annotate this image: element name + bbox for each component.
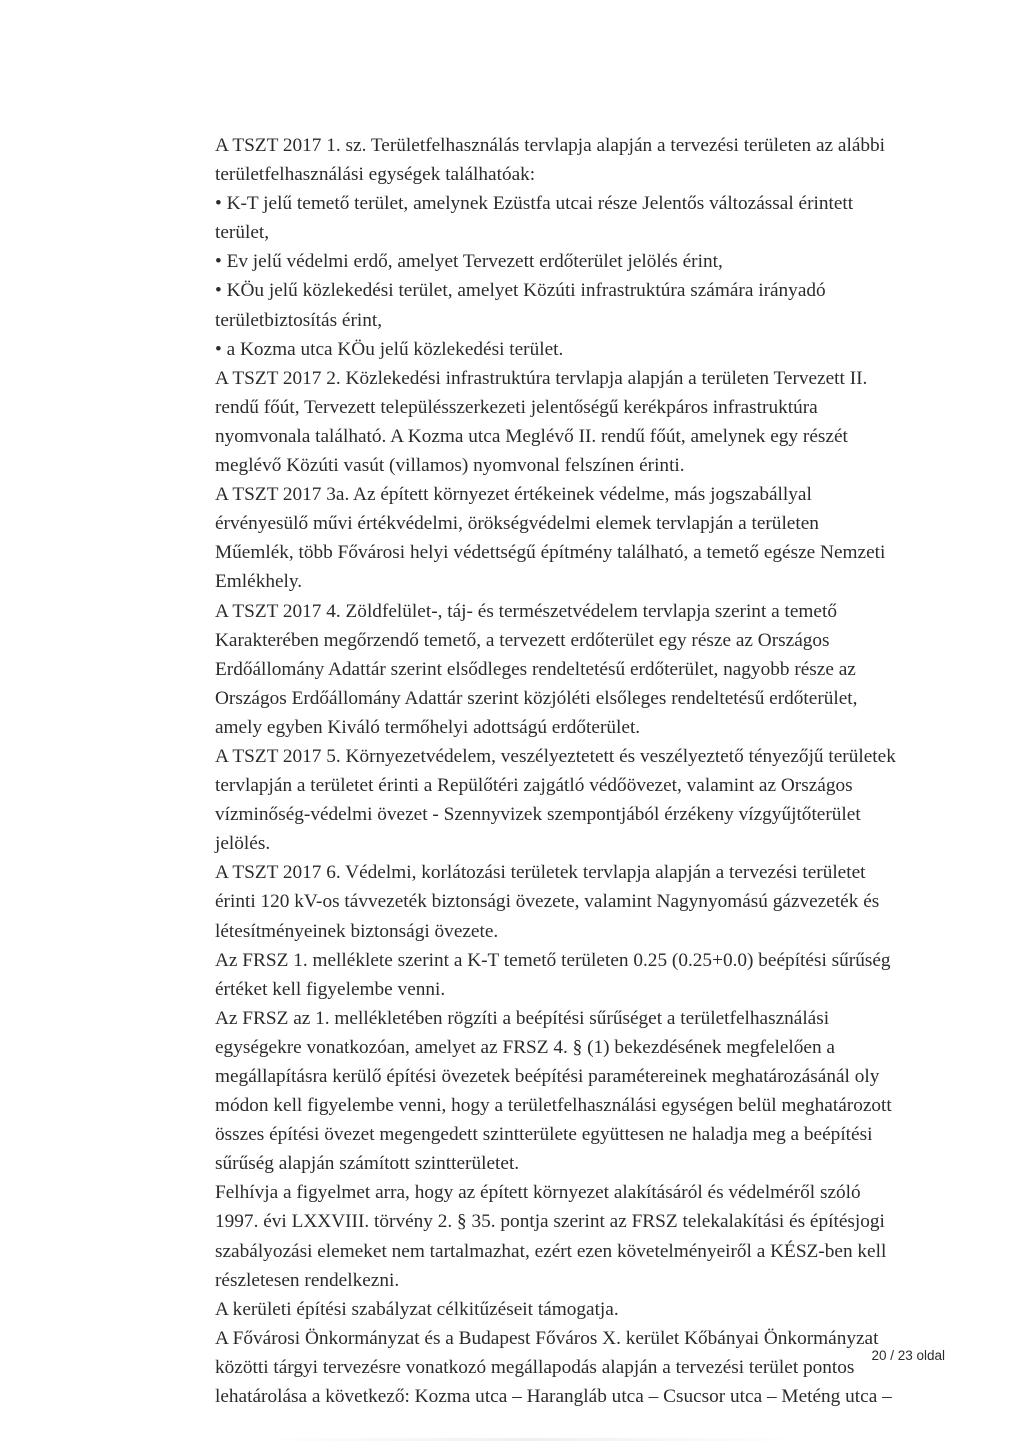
text-line: tervlapján a területet érinti a Repülőtéri zajgátló védőövezet, valamint az Országos: [215, 775, 853, 797]
text-line: sűrűség alapján számított szintterületet.: [215, 1153, 520, 1175]
text-line: érvényesülő művi értékvédelmi, örökségvédelmi elemek tervlapján a területen: [215, 513, 819, 535]
page-number: 20 / 23 oldal: [871, 1348, 945, 1363]
text-line: közötti tárgyi tervezésre vonatkozó megállapodás alapján a tervezési terület pontos: [215, 1356, 855, 1378]
text-line: A TSZT 2017 5. Környezetvédelem, veszélyeztetett és veszélyeztető tényezőjű területek: [215, 745, 896, 767]
text-line: megállapításra kerülő építési övezetek beépítési paramétereinek meghatározásánál oly: [215, 1066, 880, 1087]
text-line: 1997. évi LXXVIII. törvény 2. § 35. pontja szerint az FRSZ telekalakítási és építésjogi: [215, 1211, 885, 1233]
text-line: meglévő Közúti vasút (villamos) nyomvonal felszínen érinti.: [215, 455, 685, 477]
text-line: lehatárolása a következő: Kozma utca – Harangláb utca – Csucsor utca – Meténg utca –: [215, 1386, 892, 1408]
text-line: A TSZT 2017 1. sz. Területfelhasználás tervlapja alapján a tervezési területen az alábbi: [215, 135, 886, 156]
text-line: vízminőség-védelmi övezet - Szennyvizek szempontjából érzékeny vízgyűjtőterület: [215, 804, 861, 826]
text-line: • K-T jelű temető terület, amelynek Ezüstfa utcai része Jelentős változással érintett: [215, 193, 854, 215]
text-line: egységekre vonatkozóan, amelyet az FRSZ 4. § (1) bekezdésének megfelelően a: [215, 1036, 835, 1058]
body-text: [215, 131, 975, 1411]
text-line: területfelhasználási egységek találhatóak:: [215, 164, 536, 186]
text-line: A kerületi építési szabályzat célkitűzéseit támogatja.: [215, 1298, 619, 1320]
text-line: Országos Erdőállomány Adattár szerint közjóléti elsőleges rendeltetésű erdőterület,: [215, 687, 858, 709]
text-line: amely egyben Kiváló termőhelyi adottságú erdőterület.: [215, 716, 641, 738]
text-line: A Fővárosi Önkormányzat és a Budapest Főváros X. kerület Kőbányai Önkormányzat: [215, 1327, 879, 1349]
text-line: összes építési övezet megengedett szintterülete együttesen ne haladja meg a beépítési: [215, 1124, 873, 1146]
text-line: jelölés.: [215, 833, 271, 855]
text-line: nyomvonala található. A Kozma utca Meglévő II. rendű főút, amelynek egy részét: [215, 425, 848, 447]
text-line: módon kell figyelembe venni, hogy a területfelhasználási egységen belül meghatározott: [215, 1095, 892, 1117]
text-line: Felhívja a figyelmet arra, hogy az épített környezet alakításáról és védelméről szóló: [215, 1182, 861, 1204]
text-line: érinti 120 kV-os távvezeték biztonsági övezete, valamint Nagynyomású gázvezeték és: [215, 891, 880, 913]
text-line: létesítményeinek biztonsági övezete.: [215, 920, 499, 942]
text-line: szabályozási elemeket nem tartalmazhat, ezért ezen követelményeiről a KÉSZ-ben kell: [215, 1240, 887, 1262]
text-line: Erdőállomány Adattár szerint elsődleges rendeltetésű erdőterület, nagyobb része az: [215, 658, 856, 680]
text-line: részletesen rendelkezni.: [215, 1269, 400, 1291]
text-line: Az FRSZ 1. melléklete szerint a K-T temető területen 0.25 (0.25+0.0) beépítési sűrűség: [215, 949, 891, 971]
text-line: • KÖu jelű közlekedési terület, amelyet Közúti infrastruktúra számára irányadó: [215, 280, 826, 302]
text-line: Műemlék, több Fővárosi helyi védettségű építmény található, a temető egésze Nemzeti: [215, 542, 886, 564]
text-line: A TSZT 2017 4. Zöldfelület-, táj- és természetvédelem tervlapja szerint a temető: [215, 600, 837, 622]
text-line: A TSZT 2017 3a. Az épített környezet értékeinek védelme, más jogszabállyal: [215, 484, 812, 506]
text-line: területbiztosítás érint,: [215, 309, 383, 331]
text-line: • Ev jelű védelmi erdő, amelyet Tervezett erdőterület jelölés érint,: [215, 251, 723, 273]
text-line: • a Kozma utca KÖu jelű közlekedési terület.: [215, 338, 564, 360]
text-line: rendű főút, Tervezett településszerkezeti jelentőségű kerékpáros infrastruktúra: [215, 396, 818, 418]
text-line: A TSZT 2017 6. Védelmi, korlátozási területek tervlapja alapján a tervezési területet: [215, 862, 866, 884]
text-line: Karakterében megőrzendő temető, a tervezett erdőterület egy része az Országos: [215, 629, 830, 651]
scan-artifact: [250, 1438, 810, 1441]
text-line: értéket kell figyelembe venni.: [215, 978, 446, 1000]
text-line: terület,: [215, 222, 270, 244]
text-line: Emlékhely.: [215, 571, 303, 593]
text-line: A TSZT 2017 2. Közlekedési infrastruktúra tervlapja alapján a területen Tervezett II.: [215, 367, 868, 389]
text-line: Az FRSZ az 1. mellékletében rögzíti a beépítési sűrűséget a területfelhasználási: [215, 1007, 830, 1029]
